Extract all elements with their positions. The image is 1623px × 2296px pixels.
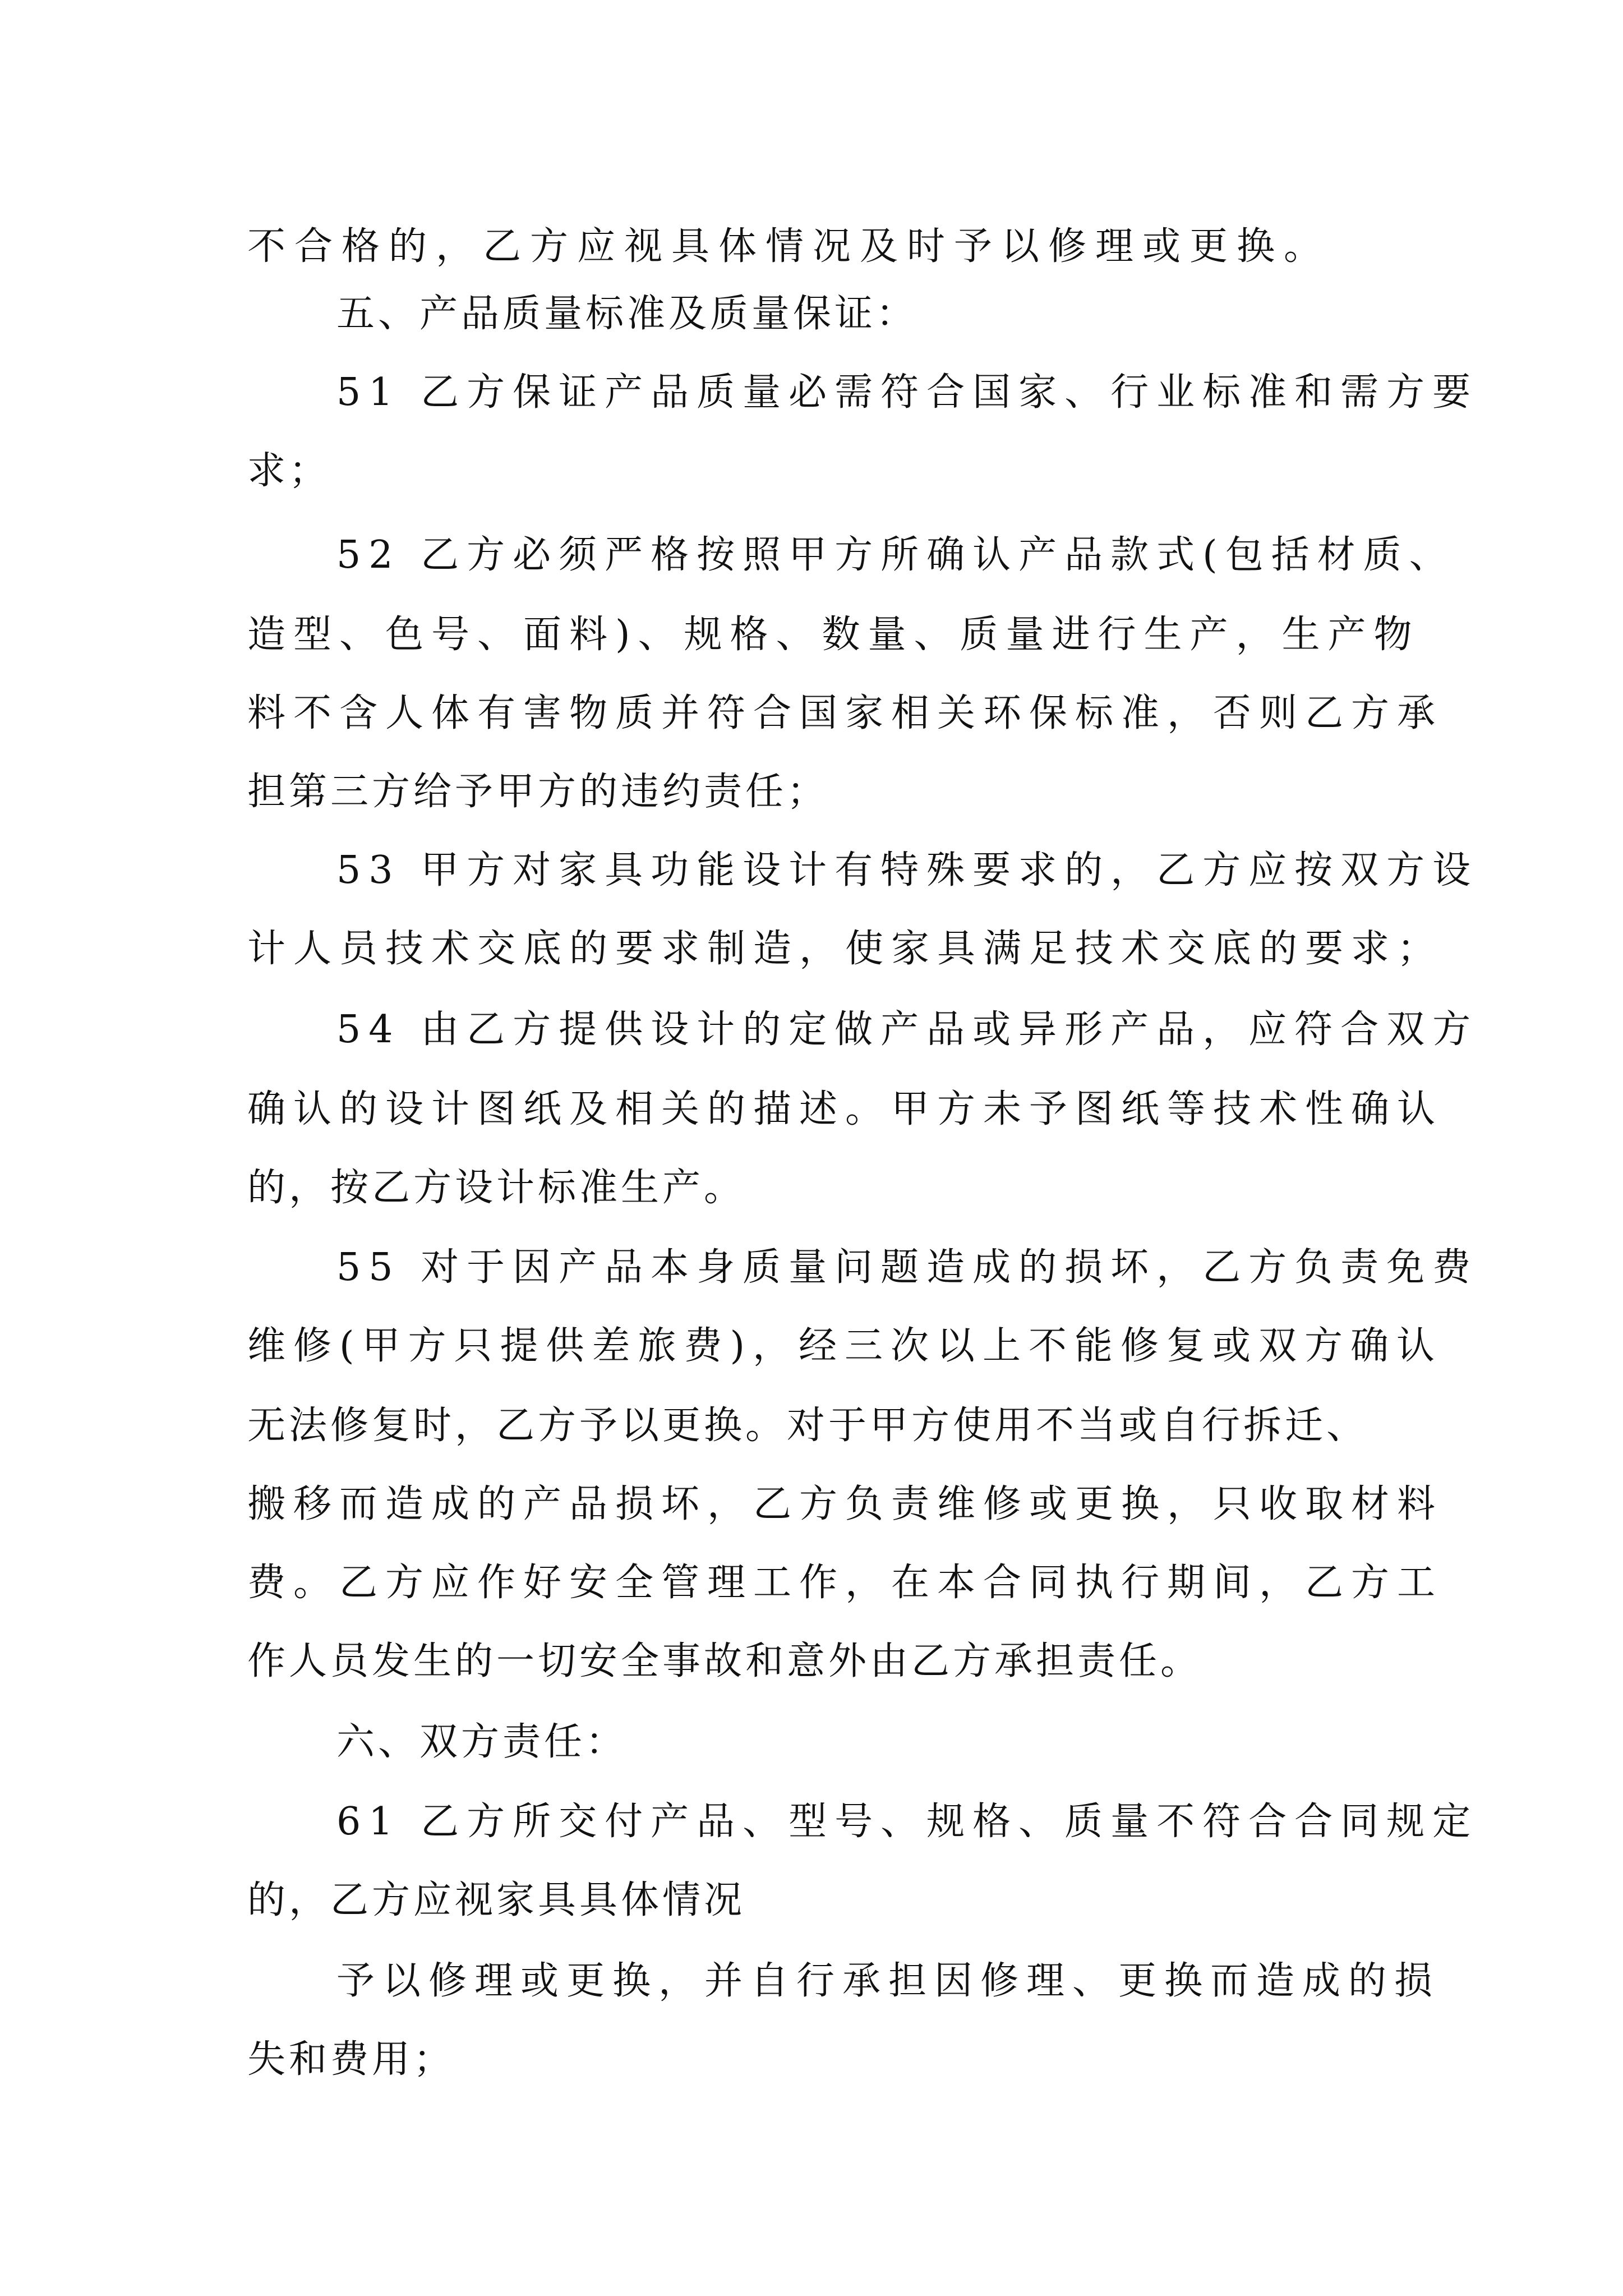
text-line: 61 乙方所交付产品、型号、规格、质量不符合合同规定 (336, 1800, 1479, 1844)
text-line: 的，乙方应视家具具体情况 (247, 1878, 746, 1922)
text-line: 维修(甲方只提供差旅费)，经三次以上不能修复或双方确认 (247, 1324, 1443, 1368)
text-line: 费。乙方应作好安全管理工作，在本合同执行期间，乙方工 (247, 1561, 1444, 1605)
text-line: 54 由乙方提供设计的定做产品或异形产品，应符合双方 (336, 1007, 1479, 1052)
text-line: 52 乙方必须严格按照甲方所确认产品款式(包括材质、 (336, 533, 1455, 577)
text-line: 确认的设计图纸及相关的描述。甲方未予图纸等技术性确认 (247, 1087, 1444, 1131)
text-line: 求； (247, 449, 331, 493)
text-line: 造型、色号、面料)、规格、数量、质量进行生产，生产物 (247, 613, 1420, 657)
text-line: 担第三方给予甲方的违约责任； (247, 770, 829, 814)
text-line: 的，按乙方设计标准生产。 (247, 1166, 746, 1210)
text-line: 不合格的，乙方应视具体情况及时予以修理或更换。 (247, 224, 1331, 269)
text-line: 作人员发生的一切安全事故和意外由乙方承担责任。 (247, 1639, 1202, 1683)
text-line: 计人员技术交底的要求制造，使家具满足技术交底的要求； (247, 927, 1444, 971)
section-heading: 六、双方责任： (336, 1720, 628, 1764)
text-line: 料不含人体有害物质并符合国家相关环保标准，否则乙方承 (247, 691, 1444, 735)
text-line: 53 甲方对家具功能设计有特殊要求的，乙方应按双方设 (336, 848, 1479, 892)
text-line: 55 对于因产品本身质量问题造成的损坏，乙方负责免费 (336, 1245, 1479, 1290)
text-line: 予以修理或更换，并自行承担因修理、更换而造成的损 (336, 1959, 1441, 2003)
text-line: 失和费用； (247, 2037, 455, 2082)
text-line: 搬移而造成的产品损坏，乙方负责维修或更换，只收取材料 (247, 1482, 1444, 1526)
text-line: 51 乙方保证产品质量必需符合国家、行业标准和需方要 (336, 370, 1479, 415)
text-line: 无法修复时，乙方予以更换。对于甲方使用不当或自行拆迁、 (247, 1404, 1368, 1448)
section-heading: 五、产品质量标准及质量保证： (336, 292, 918, 336)
